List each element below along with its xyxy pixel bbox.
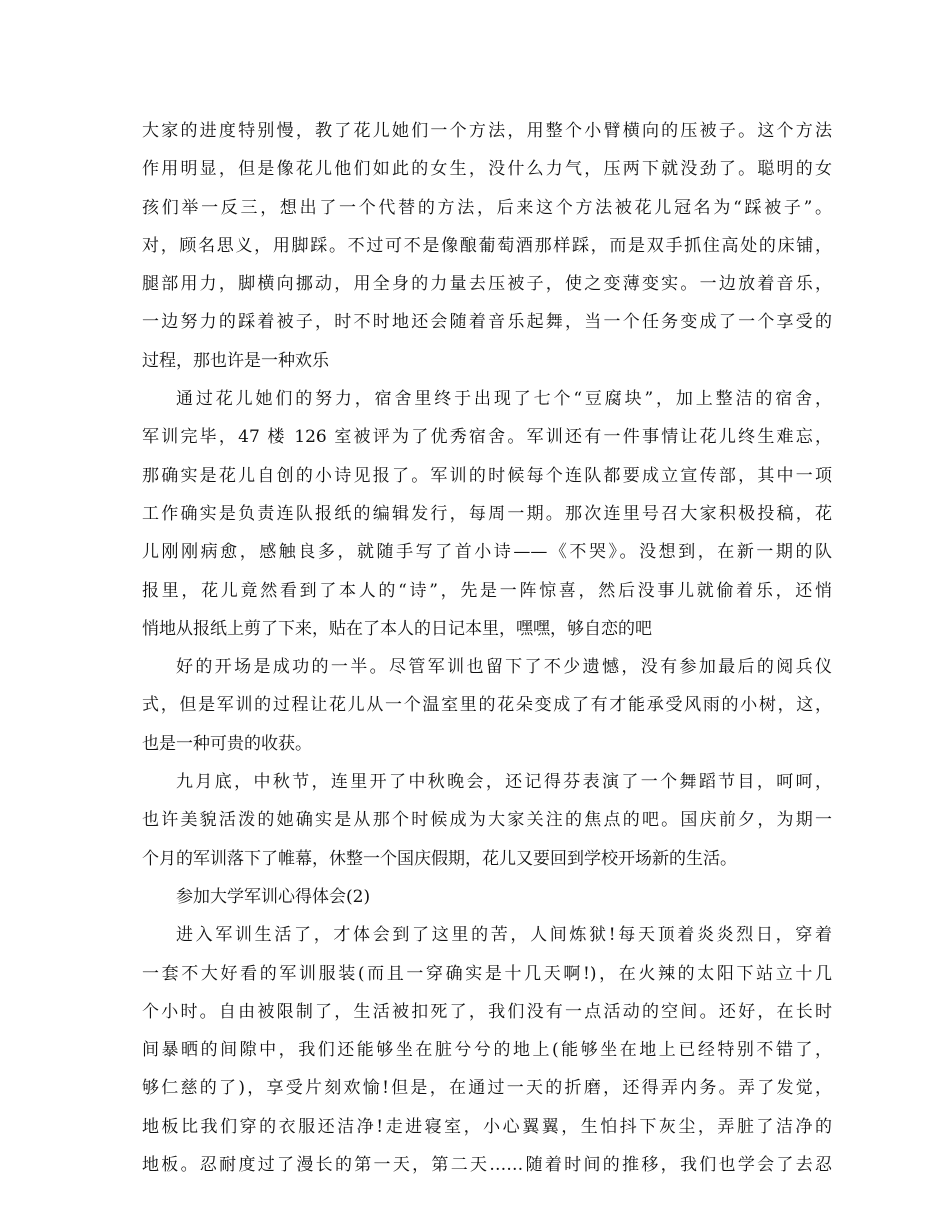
text-line: 大家的进度特别慢，教了花儿她们一个方法，用整个小臂横向的压被子。这个方法 [142, 121, 832, 141]
text-line: 工作确实是负责连队报纸的编辑发行，每周一期。那次连里号召大家积极投稿，花 [142, 503, 832, 524]
text-line: 式，但是军训的过程让花儿从一个温室里的花朵变成了有才能承受风雨的小树，这， [142, 695, 832, 716]
text-line: 地板比我们穿的衣服还洁净!走进寝室，小心翼翼，生怕抖下灰尘，弄脏了洁净的 [142, 1116, 832, 1137]
text-line: 悄地从报纸上剪了下来，贴在了本人的日记本里，嘿嘿，够自恋的吧 [142, 618, 652, 639]
text-line: 过程，那也许是一种欢乐 [142, 350, 329, 371]
text-line: 个小时。自由被限制了，生活被扣死了，我们没有一点活动的空间。还好，在长时 [142, 1001, 832, 1022]
text-line: 地板。忍耐度过了漫长的第一天，第二天……随着时间的推移，我们也学会了去忍 [142, 1155, 832, 1176]
text-line: 个月的军训落下了帷幕，休整一个国庆假期，花儿又要回到学校开场新的生活。 [142, 848, 737, 869]
text-line: 儿刚刚病愈，感触良多，就随手写了首小诗——《不哭》。没想到，在新一期的队 [142, 542, 832, 563]
text-line: 对，顾名思义，用脚踩。不过可不是像酿葡萄酒那样踩，而是双手抓住高处的床铺， [142, 235, 832, 256]
text-line: 作用明显，但是像花儿他们如此的女生，没什么力气，压两下就没劲了。聪明的女 [142, 159, 832, 180]
text-line: 好的开场是成功的一半。尽管军训也留下了不少遗憾，没有参加最后的阅兵仪 [176, 657, 832, 678]
body-text [142, 112, 832, 1184]
text-line: 进入军训生活了，才体会到了这里的苦，人间炼狱!每天顶着炎炎烈日，穿着 [176, 925, 832, 946]
text-line: 一边努力的踩着被子，时不时地还会随着音乐起舞，当一个任务变成了一个享受的 [142, 312, 832, 333]
text-line: 通过花儿她们的努力，宿舍里终于出现了七个“豆腐块”，加上整洁的宿舍， [176, 389, 832, 410]
text-line: 九月底，中秋节，连里开了中秋晚会，还记得芬表演了一个舞蹈节目，呵呵， [176, 772, 832, 793]
text-line: 一套不大好看的军训服装(而且一穿确实是十几天啊!)，在火辣的太阳下站立十几 [142, 963, 832, 984]
text-line: 腿部用力，脚横向挪动，用全身的力量去压被子，使之变薄变实。一边放着音乐， [142, 274, 832, 295]
text-line: 够仁慈的了)，享受片刻欢愉!但是，在通过一天的折磨，还得弄内务。弄了发觉， [142, 1078, 832, 1099]
text-line: 参加大学军训心得体会(2) [176, 886, 371, 907]
text-line: 报里，花儿竟然看到了本人的“诗”，先是一阵惊喜，然后没事儿就偷着乐，还悄 [142, 580, 832, 601]
text-line: 那确实是花儿自创的小诗见报了。军训的时候每个连队都要成立宣传部，其中一项 [142, 465, 832, 486]
text-line: 间暴晒的间隙中，我们还能够坐在脏兮兮的地上(能够坐在地上已经特别不错了， [142, 1040, 832, 1061]
text-line: 孩们举一反三，想出了一个代替的方法，后来这个方法被花儿冠名为“踩被子”。 [142, 197, 832, 218]
text-line: 军训完毕，47 楼 126 室被评为了优秀宿舍。军训还有一件事情让花儿终生难忘， [142, 427, 832, 448]
text-line: 也许美貌活泼的她确实是从那个时候成为大家关注的焦点的吧。国庆前夕，为期一 [142, 810, 832, 831]
text-line: 也是一种可贵的收获。 [142, 733, 312, 754]
